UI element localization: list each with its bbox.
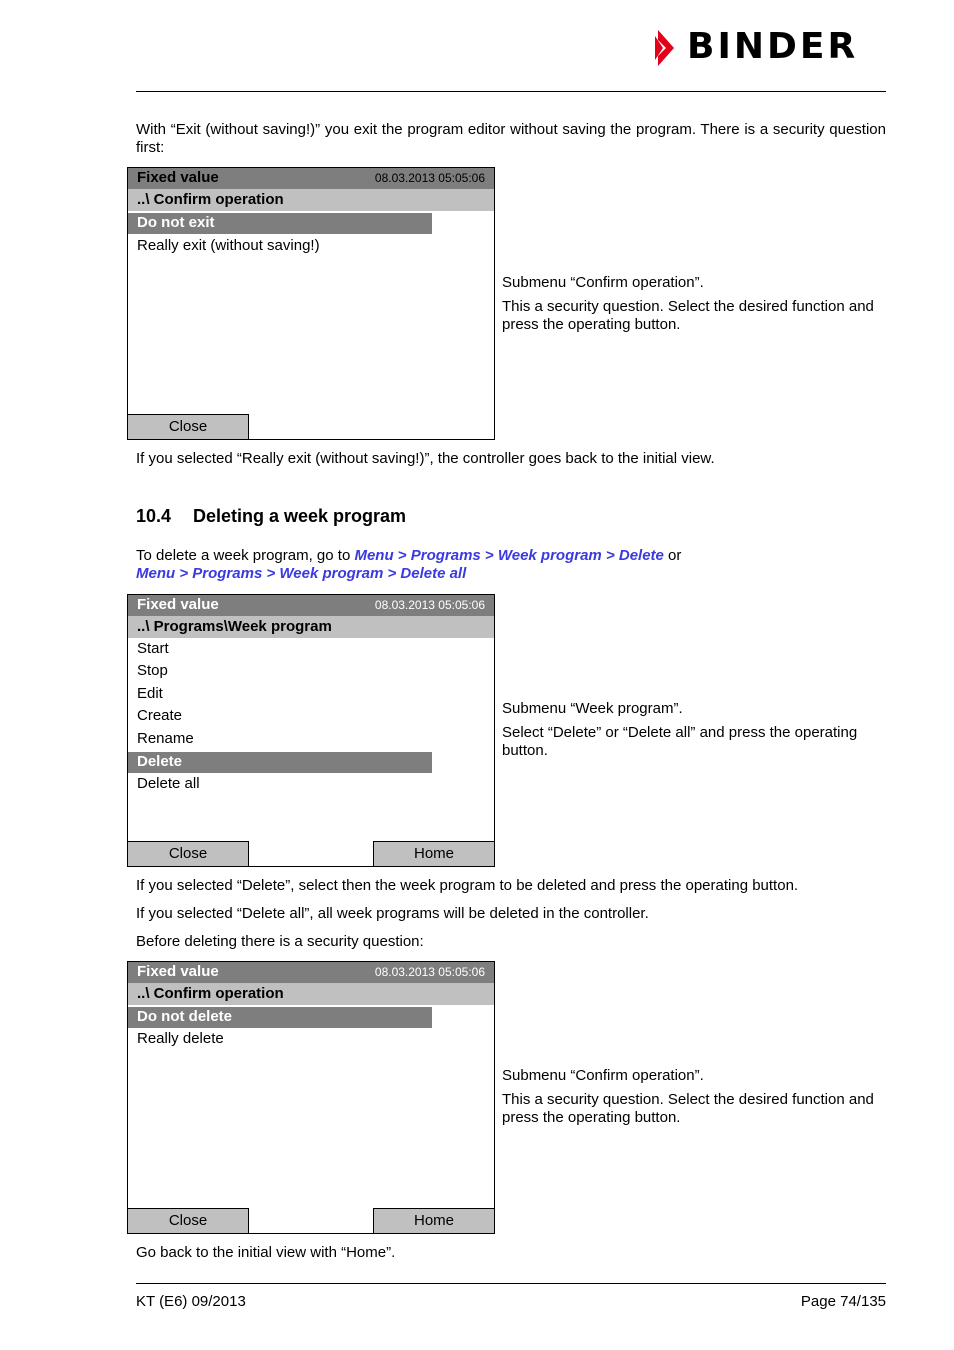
screen-path: ..\ Programs\Week program [137,618,332,635]
screen-path-bar [128,189,494,211]
menu-item-do-not-exit[interactable] [128,213,432,234]
footer-page-number: Page 74/135 [800,1293,886,1310]
menu-item-label: Do not exit [137,214,215,231]
close-button[interactable]: Close [127,1208,249,1234]
after-screen2-text-1: If you selected “Delete”, select then the week program to be deleted and press the operating button. [136,877,799,894]
screen2-description [502,700,886,766]
menu-item-label: Delete all [137,775,200,792]
after-screen2-text-2: If you selected “Delete all”, all week programs will be deleted in the controller. [136,905,649,922]
screen-title-bar [128,168,494,189]
nav-path-delete-link[interactable]: Menu > Programs > Week program > Delete [354,547,664,564]
screen-datetime: 08.03.2013 05:05:06 [374,171,485,185]
screen-path-bar [128,616,494,638]
binder-logo-mark-icon [655,30,683,66]
section-title: Deleting a week program [193,506,407,526]
menu-item-label: Delete [137,753,183,770]
description-title: Submenu “Confirm operation”. [502,274,704,291]
nav-or: or [663,547,682,564]
screen-path-bar [128,983,494,1005]
menu-item-do-not-delete[interactable] [128,1007,432,1028]
screen1-description [502,274,886,340]
menu-item-label: Edit [137,685,163,702]
description-title: Submenu “Confirm operation”. [502,1067,704,1084]
header-rule [136,91,886,92]
screen-title-bar [128,962,494,983]
description-body: This a security question. Select the desired function and press the operating button. [502,298,874,333]
menu-item-label: Really exit (without saving!) [137,237,320,254]
screen-datetime: 08.03.2013 05:05:06 [374,598,485,612]
binder-logo [655,26,887,67]
menu-item-delete[interactable] [128,752,432,773]
menu-item-rename[interactable] [128,729,432,750]
menu-item-label: Really delete [137,1030,224,1047]
footer-doc-id: KT (E6) 09/2013 [136,1293,246,1310]
menu-item-label: Create [137,707,183,724]
description-body: Select “Delete” or “Delete all” and press the operating button. [502,724,858,759]
menu-item-create[interactable] [128,706,432,727]
nav-path-delete-all-link[interactable]: Menu > Programs > Week program > Delete all [136,565,467,582]
navigation-instructions [136,547,886,583]
menu-item-label: Stop [137,662,168,679]
controller-screen-confirm-delete [127,961,495,1234]
screen-path: ..\ Confirm operation [137,191,284,208]
menu-item-delete-all[interactable] [128,774,432,795]
description-body: This a security question. Select the desired function and press the operating button. [502,1091,874,1126]
screen-title: Fixed value [137,963,219,980]
screen3-description [502,1067,886,1133]
after-screen2-text-3: Before deleting there is a security question: [136,933,424,950]
footer-rule [136,1283,886,1284]
intro-paragraph: With “Exit (without saving!)” you exit the program editor without saving the program. There is a security question first: [136,121,886,156]
menu-item-really-delete[interactable] [128,1029,432,1050]
menu-item-really-exit[interactable] [128,236,432,257]
screen-title-bar [128,595,494,616]
nav-intro: To delete a week program, go to [136,547,355,564]
screen-title: Fixed value [137,596,219,613]
section-heading [136,506,406,527]
screen-path: ..\ Confirm operation [137,985,284,1002]
menu-item-start[interactable] [128,639,432,660]
screen-datetime: 08.03.2013 05:05:06 [374,965,485,979]
controller-screen-week-program [127,594,495,867]
menu-item-stop[interactable] [128,661,432,682]
description-title: Submenu “Week program”. [502,700,683,717]
menu-item-label: Start [137,640,169,657]
screen-title: Fixed value [137,169,219,186]
menu-item-label: Rename [137,730,194,747]
after-screen3-text: Go back to the initial view with “Home”. [136,1244,396,1261]
section-number: 10.4 [136,506,172,526]
controller-screen-confirm-exit [127,167,495,440]
close-button[interactable]: Close [127,414,249,440]
after-screen1-text: If you selected “Really exit (without saving!)”, the controller goes back to the initial view. [136,450,715,467]
menu-item-edit[interactable] [128,684,432,705]
brand-name: BINDER [687,26,859,67]
home-button[interactable]: Home [373,841,495,867]
home-button[interactable]: Home [373,1208,495,1234]
close-button[interactable]: Close [127,841,249,867]
menu-item-label: Do not delete [137,1008,233,1025]
